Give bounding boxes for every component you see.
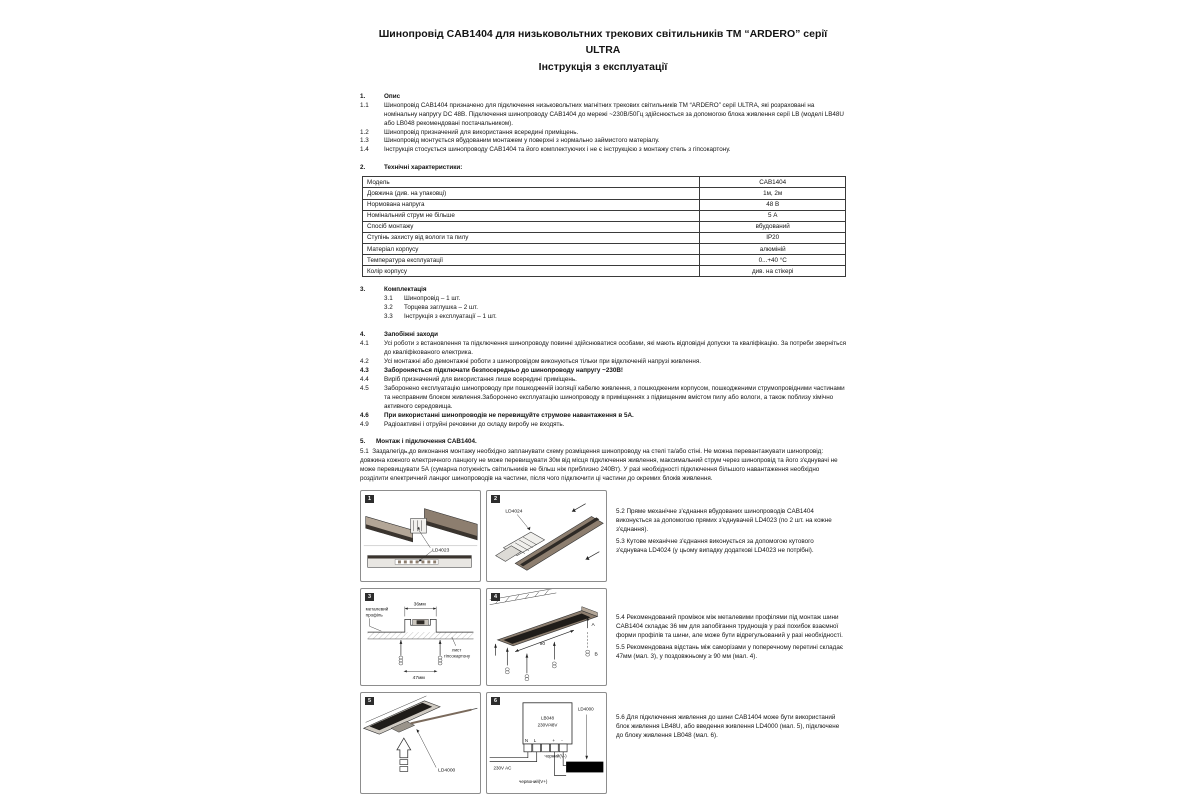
table-row xyxy=(363,222,845,233)
spec-value: 48 В xyxy=(766,201,780,209)
item-number: 4.4 xyxy=(360,375,369,383)
section-2-heading xyxy=(360,164,846,173)
item-number: 1.2 xyxy=(360,128,369,136)
item-text: Торцева заглушка – 2 шт. xyxy=(404,304,478,312)
figure-3-label-drywall-2: гіпсокартону xyxy=(444,653,471,659)
figure-3-badge: 3 xyxy=(365,593,374,601)
track-feed-label: LD4000 xyxy=(577,706,594,712)
item-number: 4.5 xyxy=(360,384,369,392)
figure-3-label-profile-1: металевий xyxy=(365,606,389,612)
section-4-number: 4. xyxy=(360,331,366,339)
list-item xyxy=(360,295,846,304)
section-4-heading xyxy=(360,331,846,340)
terminal-n-label: N xyxy=(524,738,529,744)
section-1-number: 1. xyxy=(360,92,366,100)
figure-1-badge: 1 xyxy=(365,495,374,503)
notes-block-1 xyxy=(612,490,846,582)
list-item xyxy=(360,421,846,430)
note-5-5: 5.5 Рекомендована відстань між саморізами у поперечному перетині складає 47мм (мал. 3), у поздовжньому ≥ 90 мм (мал. 4). xyxy=(616,643,844,660)
terminal-l-label: L xyxy=(533,738,537,744)
figure-3-dim-bottom: 47мм xyxy=(412,676,425,682)
item-number: 5.1 xyxy=(360,448,369,456)
figure-3-label-drywall-1: лист xyxy=(451,647,462,653)
notes-block-2 xyxy=(612,588,846,686)
figure-3-dim-top: 36мм xyxy=(413,602,426,608)
table-row xyxy=(363,266,845,276)
psu-voltage-label: 230V/48V xyxy=(537,722,558,728)
table-row xyxy=(363,255,845,266)
item-text: Радіоактивні і отруйні речовини до складу виробу не входять. xyxy=(384,420,565,428)
spec-value: CAB1404 xyxy=(759,178,787,186)
section-3-title: Комплектація xyxy=(384,286,427,294)
item-text: Усі роботи з встановлення та підключення шинопроводу повинні здійснюватися особами, які мають відповідні допуски та кваліфікацію. За потреби зверніться до кваліфікованого електрика. xyxy=(384,340,846,357)
item-number: 4.3 xyxy=(360,366,369,374)
spec-param: Номінальний струм не більше xyxy=(363,211,700,221)
title-line-1: Шинопровід CAB1404 для низьковольтних трекових світильників ТМ “ARDERO” серії ULTRA xyxy=(378,28,828,57)
list-item xyxy=(360,146,846,155)
section-package xyxy=(360,286,846,322)
figure-2 xyxy=(486,490,607,582)
item-text: Шинопровід монтується вбудованим монтажем у поверхні з нормально займистого матеріалу. xyxy=(384,137,660,145)
figure-4 xyxy=(486,588,607,686)
document-title xyxy=(360,26,846,75)
section-4-title: Запобіжні заходи xyxy=(384,331,439,339)
spec-param: Довжина (див. на упаковці) xyxy=(363,188,700,198)
figure-5-drawing xyxy=(361,693,480,793)
figure-1-drawing xyxy=(361,491,480,581)
item-number: 1.3 xyxy=(360,137,369,145)
note-5-4: 5.4 Рекомендований проміжок між металевими профілями під монтаж шини CAB1404 складає 36 мм для запобігання труднощів у разі похибок взаємної форми профілів та шини, але може бути відрегульований у разі необхідності. xyxy=(616,614,843,640)
figure-1 xyxy=(360,490,481,582)
spec-value: 0...+40 °C xyxy=(758,256,787,264)
note-5-2: 5.2 Пряме механічне з'єднання вбудованих шинопроводів CAB1404 виконується за допомогою прямих з'єднувачей LD4023 (по 2 шт. на кожне з'єднання). xyxy=(616,508,832,534)
spec-value: див. на стікері xyxy=(751,267,794,275)
item-text: Шинопровід CAB1404 призначено для підключення низьковольтних магнітних трекових світильників ТМ “ARDERO” серії ULTRA, які розраховані на номінальну напругу DC 48В. Підключення шинопроводу CAB1404 до мережі ~230В/50Гц здійснюється за допомогою блока живлення серії LB (моделі LB48U або LB048 рекомендовані постачальником). xyxy=(384,101,844,127)
table-row xyxy=(363,177,845,188)
spec-value: IP20 xyxy=(766,234,780,242)
spec-param: Ступінь захисту від вологи та пилу xyxy=(363,233,700,243)
list-item xyxy=(360,102,846,129)
item-number: 4.6 xyxy=(360,411,369,419)
spec-param: Нормована напруга xyxy=(363,200,700,210)
item-number: 4.9 xyxy=(360,420,369,428)
table-row xyxy=(363,244,845,255)
table-row xyxy=(363,200,845,211)
list-item xyxy=(360,358,846,367)
section-description xyxy=(360,93,846,156)
figure-6-badge: 6 xyxy=(491,697,500,705)
specs-table xyxy=(362,176,846,277)
spec-value: 1м, 2м xyxy=(763,189,783,197)
figure-4-label-a: A xyxy=(591,623,595,629)
item-text: Інструкція стосується шинопроводу CAB1404 та його комплектуючих і не є інструкцією з монтажу стель з гіпсокартону. xyxy=(384,146,731,154)
section-precautions xyxy=(360,331,846,429)
figure-3-drawing xyxy=(361,589,480,685)
figure-4-label-b: B xyxy=(594,652,598,658)
figure-5-feed-label: LD4000 xyxy=(438,768,456,774)
spec-param: Модель xyxy=(363,177,700,187)
list-item xyxy=(360,340,846,358)
figure-3-label-profile-2: профіль xyxy=(365,612,383,618)
item-number: 1.4 xyxy=(360,146,369,154)
ac-input-label: 230V AC xyxy=(493,765,512,771)
list-item xyxy=(360,304,846,313)
item-text: Усі монтажні або демонтажні роботи з шинопровідом виконуються тільки при відключеній напрузі живлення. xyxy=(384,357,702,365)
section-1-title: Опис xyxy=(384,92,401,100)
item-text: Шинопровід – 1 шт. xyxy=(404,295,461,303)
spec-param: Матеріал корпусу xyxy=(363,244,700,254)
section-5-heading xyxy=(360,438,846,447)
black-wire-label: чорний(V-) xyxy=(544,753,567,759)
item-text: Заборонено експлуатацію шинопроводу при пошкодженій ізоляції кабелю живлення, з пошкодженим корпусом, пошкодженими струмопровідними частинами та несправним блоком живлення.Заборонено експлуатацію шинопроводу в приміщеннях з підвищеним вмістом пилу або вологи, а також поблизу хімічно активного середовища. xyxy=(384,384,845,410)
red-wire-label: червоний(V+) xyxy=(519,779,548,785)
list-item xyxy=(360,376,846,385)
item-number: 3.3 xyxy=(384,313,393,321)
section-specs xyxy=(360,164,846,277)
figure-2-drawing xyxy=(487,491,606,581)
figure-5 xyxy=(360,692,481,794)
spec-param: Спосіб монтажу xyxy=(363,222,700,232)
table-row xyxy=(363,211,845,222)
list-item xyxy=(360,313,846,322)
item-text: Інструкція з експлуатації – 1 шт. xyxy=(404,313,497,321)
figure-6 xyxy=(486,692,607,794)
item-text: Заздалегідь,до виконання монтажу необхідно запланувати схему розміщення шинопроводу на стелі та/або стіні. Не можна перевантажувати шинопровід: довжина кожного електричного ланцюгу не може перевищувати 30м від місця підключення живлення, максимальний струм через шинопровід та його з'єднувачі не може перевищувати 5А (сумарна потужність світильників не більш ніж приблизно 240Вт). У разі необхідності підключення більшого навантаження необхідно розділити електричний ланцюг шинопроводів на частини, після чого підключити ці частини до окремих блоків живлення. xyxy=(360,448,838,483)
section-5-title: Монтаж і підключення CAB1404. xyxy=(376,438,477,446)
table-row xyxy=(363,233,845,244)
section-installation xyxy=(360,438,846,484)
item-number: 4.1 xyxy=(360,340,369,348)
figure-4-dim: 90 xyxy=(539,642,546,648)
list-item xyxy=(360,385,846,412)
figure-4-drawing xyxy=(487,589,606,685)
list-item-warning xyxy=(360,367,846,376)
item-text: Виріб призначений для використання лише всередині приміщень. xyxy=(384,375,577,383)
document-content xyxy=(360,26,846,794)
section-3-number: 3. xyxy=(360,286,366,294)
note-5-6: 5.6 Для підключення живлення до шини CAB1404 може бути використаний блок живлення LB48U, або введення живлення LD4000 (мал. 5), підключене до блоку живлення LB048 (мал. 6). xyxy=(616,714,840,740)
installation-intro xyxy=(360,448,846,484)
figure-1-connector-label: LD4023 xyxy=(432,548,450,554)
spec-param: Колір корпусу xyxy=(363,266,700,276)
section-5-number: 5. xyxy=(360,438,366,446)
note-5-3: 5.3 Кутове механічне з'єднання виконується за допомогою кутового з'єднувача LD4024 (у цьому випадку додаткові LD4023 не потрібні). xyxy=(616,537,814,554)
table-row xyxy=(363,188,845,199)
item-text: При використанні шинопроводів не перевищуйте струмове навантаження в 5А. xyxy=(384,411,634,419)
psu-model-label: LB048 xyxy=(540,715,554,721)
section-2-title: Технічні характеристики: xyxy=(384,164,463,172)
spec-value: вбудований xyxy=(755,223,790,231)
spec-value: 5 А xyxy=(767,212,778,220)
section-2-number: 2. xyxy=(360,164,366,172)
list-item-warning xyxy=(360,412,846,421)
title-line-2: Інструкція з експлуатації xyxy=(538,60,668,73)
spec-param: Температура експлуатації xyxy=(363,255,700,265)
item-number: 3.2 xyxy=(384,304,393,312)
figure-3 xyxy=(360,588,481,686)
spec-value: алюміній xyxy=(759,245,786,253)
item-number: 4.2 xyxy=(360,357,369,365)
figure-6-drawing xyxy=(487,693,606,793)
notes-block-3 xyxy=(612,692,846,794)
terminal-minus-label: - xyxy=(561,738,563,744)
figure-2-badge: 2 xyxy=(491,495,500,503)
figures-area xyxy=(360,490,846,794)
figure-4-badge: 4 xyxy=(491,593,500,601)
item-text: Забороняється підключати безпосередньо до шинопроводу напругу ~230В! xyxy=(384,366,624,374)
item-number: 3.1 xyxy=(384,295,393,303)
figure-5-badge: 5 xyxy=(365,697,374,705)
item-number: 1.1 xyxy=(360,101,369,109)
terminal-plus-label: + xyxy=(552,738,556,744)
item-text: Шинопровід призначений для використання всередині приміщень. xyxy=(384,128,579,136)
figure-2-connector-label: LD4024 xyxy=(505,509,523,515)
section-1-heading xyxy=(360,93,846,102)
